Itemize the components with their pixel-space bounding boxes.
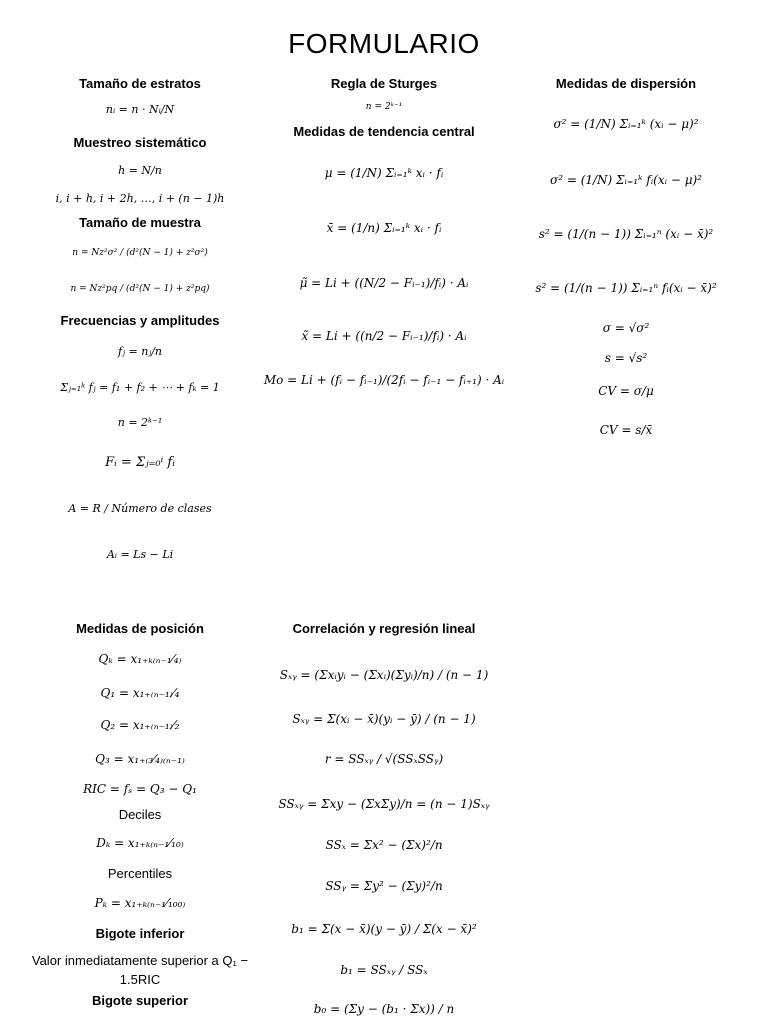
formula-qk: Qₖ = x₁₊ₖ₍ₙ₋₁⁄₄₎ — [98, 652, 182, 666]
text-bigote-inferior: Valor inmediatamente superior a Q₁ − 1.5RIC — [31, 953, 249, 987]
formula-xbar: x̄ = (1/n) Σᵢ₌₁ᵏ xᵢ · fᵢ — [326, 221, 442, 235]
heading-frecuencias: Frecuencias y amplitudes — [60, 313, 220, 328]
formula-tamano-muestra-1: n = Nz²σ² / (d²(N − 1) + z²σ²) — [72, 248, 208, 258]
formula-amplitud-i: Aᵢ = Ls − Li — [106, 548, 174, 561]
formula-h: h = N/n — [118, 164, 162, 177]
label-percentiles: Percentiles — [107, 866, 173, 881]
formula-mu: μ = (1/N) Σᵢ₌₁ᵏ xᵢ · fᵢ — [324, 166, 444, 180]
heading-correlacion: Correlación y regresión lineal — [292, 621, 476, 636]
formula-pk: Pₖ = x₁₊ₖ₍ₙ₋₁⁄₁₀₀₎ — [94, 896, 186, 910]
formula-sturges: n = 2ᵏ⁻¹ — [365, 102, 403, 112]
formula-q3: Q₃ = x₁₊₍₃⁄₄₎₍ₙ₋₁₎ — [95, 752, 185, 766]
formula-sd-muestral: s = √s² — [604, 351, 648, 365]
label-deciles: Deciles — [118, 807, 162, 822]
formula-tamano-muestra-2: n = Nz²pq / (d²(N − 1) + z²pq) — [70, 284, 210, 294]
formula-tamano-estratos: nᵢ = n · Nᵢ/N — [105, 103, 175, 116]
formula-varianza-2: σ² = (1/N) Σᵢ₌₁ᵏ fᵢ(xᵢ − μ)² — [550, 173, 702, 187]
formula-mediana-poblacional: μ̃ = Li + ((N/2 − Fᵢ₋₁)/fᵢ) · Aᵢ — [299, 276, 469, 290]
heading-regla-sturges: Regla de Sturges — [330, 76, 438, 91]
formula-b0: b₀ = (Σy − (b₁ · Σx)) / n — [313, 1002, 455, 1016]
formula-ric: RIC = fₛ = Q₃ − Q₁ — [83, 782, 197, 796]
heading-muestreo-sistematico: Muestreo sistemático — [73, 135, 207, 150]
formula-r: r = SSₓᵧ / √(SSₓSSᵧ) — [324, 752, 444, 766]
formula-Fi: Fᵢ = Σⱼ₌₀ⁱ fᵢ — [105, 455, 175, 470]
formula-mediana-muestral: x̃ = Li + ((n/2 − Fᵢ₋₁)/fᵢ) · Aᵢ — [301, 329, 467, 343]
formula-sturges-col1: n = 2ᵏ⁻¹ — [117, 416, 163, 429]
formula-ssxy: SSₓᵧ = Σxy − (ΣxΣy)/n = (n − 1)Sₓᵧ — [278, 797, 490, 811]
formula-sxy-2: Sₓᵧ = Σ(xᵢ − x̄)(yᵢ − ȳ) / (n − 1) — [292, 712, 476, 726]
formula-sxy-1: Sₓᵧ = (Σxᵢyᵢ − (Σxᵢ)(Σyᵢ)/n) / (n − 1) — [279, 668, 489, 682]
formula-suma-fj: Σⱼ₌₁ᵏ fⱼ = f₁ + f₂ + ⋯ + fₖ = 1 — [60, 381, 220, 394]
formula-sd-poblacional: σ = √σ² — [602, 321, 650, 335]
heading-bigote-inferior: Bigote inferior — [95, 926, 185, 941]
page-title: FORMULARIO — [288, 28, 480, 59]
heading-bigote-superior: Bigote superior — [91, 993, 189, 1008]
formula-cv-muestral: CV = s/x̄ — [599, 423, 653, 437]
formula-dk: Dₖ = x₁₊ₖ₍ₙ₋₁⁄₁₀₎ — [96, 836, 184, 850]
formula-q2: Q₂ = x₁₊₍ₙ₋₁₎⁄₂ — [100, 718, 180, 732]
heading-posicion: Medidas de posición — [76, 621, 204, 636]
formula-varianza-muestral-1: s² = (1/(n − 1)) Σᵢ₌₁ⁿ (xᵢ − x̄)² — [538, 227, 714, 241]
formula-varianza-muestral-2: s² = (1/(n − 1)) Σᵢ₌₁ⁿ fᵢ(xᵢ − x̄)² — [535, 281, 717, 295]
formula-moda: Mo = Li + (fᵢ − fᵢ₋₁)/(2fᵢ − fᵢ₋₁ − fᵢ₊₁) · Aᵢ — [263, 373, 505, 387]
formula-cv-poblacional: CV = σ/μ — [598, 384, 654, 398]
formula-ssy: SSᵧ = Σy² − (Σy)²/n — [325, 879, 443, 893]
formula-fj: fⱼ = nⱼ/n — [118, 345, 162, 358]
formula-amplitud: A = R / Número de clases — [68, 502, 212, 515]
formula-varianza-1: σ² = (1/N) Σᵢ₌₁ᵏ (xᵢ − μ)² — [553, 117, 699, 131]
heading-tendencia-central: Medidas de tendencia central — [293, 124, 475, 139]
formula-b1-a: b₁ = Σ(x − x̄)(y − ȳ) / Σ(x − x̄)² — [291, 922, 477, 936]
formula-q1: Q₁ = x₁₊₍ₙ₋₁₎⁄₄ — [100, 686, 180, 700]
formula-b1-b: b₁ = SSₓᵧ / SSₓ — [340, 963, 428, 977]
formula-sequence: i, i + h, i + 2h, …, i + (n − 1)h — [55, 192, 225, 205]
heading-dispersion: Medidas de dispersión — [555, 76, 697, 91]
heading-tamano-estratos: Tamaño de estratos — [79, 76, 201, 91]
heading-tamano-muestra: Tamaño de muestra — [79, 215, 201, 230]
formula-ssx: SSₓ = Σx² − (Σx)²/n — [325, 838, 443, 852]
